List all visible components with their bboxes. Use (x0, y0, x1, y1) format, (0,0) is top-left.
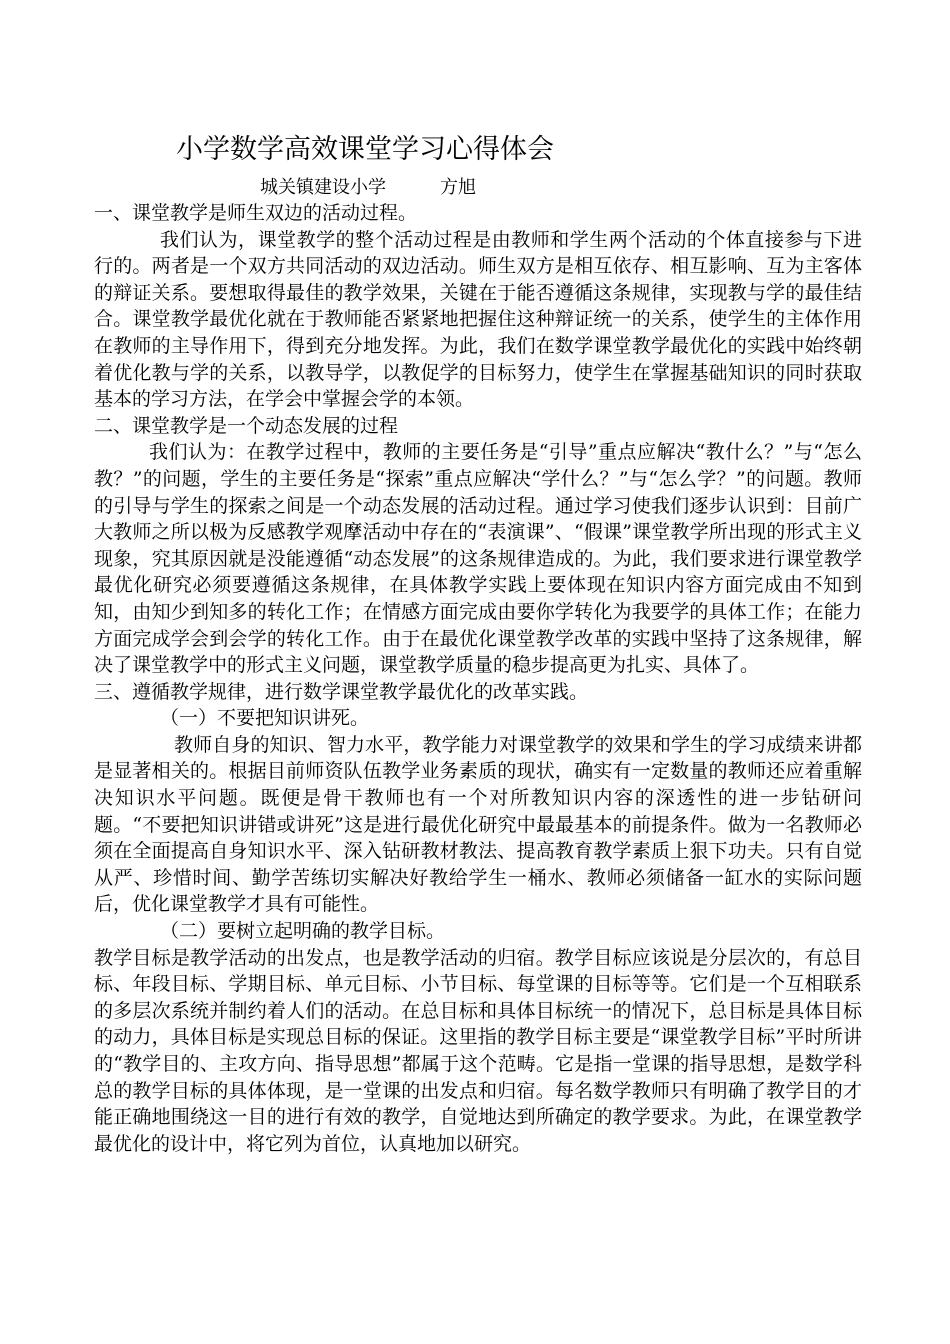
section-3-heading: 三、遵循教学规律，进行数学课堂教学最优化的改革实践。 (94, 680, 589, 703)
byline (260, 176, 476, 200)
school-name: 城关镇建设小学 (260, 177, 386, 198)
document-title: 小学数学高效课堂学习心得体会 (176, 134, 554, 165)
section-2-heading: 二、课堂教学是一个动态发展的过程 (94, 414, 399, 437)
author-name: 方旭 (440, 177, 476, 198)
section-1-heading: 一、课堂教学是师生双边的活动过程。 (94, 202, 418, 224)
section-1-paragraph: 我们认为，课堂教学的整个活动过程是由教师和学生两个活动的个体直接参与下进行的。两者是一个双方共同活动的双边活动。师生双方是相互依存、相互影响、互为主客体的辩证关系。要想取得最佳的教学效果，关键在于能否遵循这条规律，实现教与学的最佳结合。课堂教学最优化就在于教师能否紧紧地把握住这种辩证统一的关系，使学生的主体作用在教师的主导作用下，得到充分地发挥。为此，我们在数学课堂教学最优化的实践中始终朝着优化教与学的关系，以教导学，以教促学的目标努力，使学生在掌握基础知识的同时获取基本的学习方法，在学会中掌握会学的本领。 (94, 228, 862, 411)
section-3-subheading-1: （一）不要把知识讲死。 (160, 707, 370, 730)
section-3-paragraph-2: 教学目标是教学活动的出发点，也是教学活动的归宿。教学目标应该说是分层次的，有总目标、年段目标、学期目标、单元目标、小节目标、每堂课的目标等等。它们是一个互相联系的多层次系统并制约着人们的活动。在总目标和具体目标统一的情况下，总目标是具体目标的动力，具体目标是实现总目标的保证。这里指的教学目标主要是“课堂教学目标”平时所讲的“教学目的、主攻方向、指导思想”都属于这个范畴。它是指一堂课的指导思想，是数学科总的教学目标的具体体现，是一堂课的出发点和归宿。每名数学教师只有明确了教学目的才能正确地围绕这一目的进行有效的教学，自觉地达到所确定的教学要求。为此，在课堂教学最优化的设计中，将它列为首位，认真地加以研究。 (94, 946, 862, 1155)
section-2-paragraph: 我们认为：在教学过程中，教师的主要任务是“引导”重点应解决“教什么？”与“怎么教？”的问题，学生的主要任务是“探索”重点应解决“学什么？”与“怎么学？”的问题。教师的引导与学生的探索之间是一个动态发展的活动过程。通过学习使我们逐步认识到：目前广大教师之所以极为反感教学观摩活动中存在的“表演课”、“假课”课堂教学所出现的形式主义现象，究其原因就是没能遵循“动态发展”的这条规律造成的。为此，我们要求进行课堂教学最优化研究必须要遵循这条规律，在具体教学实践上要体现在知识内容方面完成由不知到知，由知少到知多的转化工作；在情感方面完成由要你学转化为我要学的具体工作；在能力方面完成学会到会学的转化工作。由于在最优化课堂教学改革的实践中坚持了这条规律，解决了课堂教学中的形式主义问题，课堂教学质量的稳步提高更为扎实、具体了。 (94, 441, 862, 677)
section-3-paragraph-1: 教师自身的知识、智力水平，教学能力对课堂教学的效果和学生的学习成绩来讲都是显著相关的。根据目前师资队伍教学业务素质的现状，确实有一定数量的教师还应着重解决知识水平问题。既便是骨干教师也有一个对所教知识内容的深透性的进一步钻研问题。“不要把知识讲错或讲死”这是进行最优化研究中最最基本的前提条件。做为一名教师必须在全面提高自身知识水平、深入钻研教材教法、提高教育教学素质上狠下功夫。只有自觉从严、珍惜时间、勤学苦练切实解决好教给学生一桶水、教师必须储备一缸水的实际问题后，优化课堂教学才具有可能性。 (94, 733, 862, 916)
document-body (94, 200, 862, 1157)
section-3-subheading-2: （二）要树立起明确的教学目标。 (160, 920, 446, 943)
